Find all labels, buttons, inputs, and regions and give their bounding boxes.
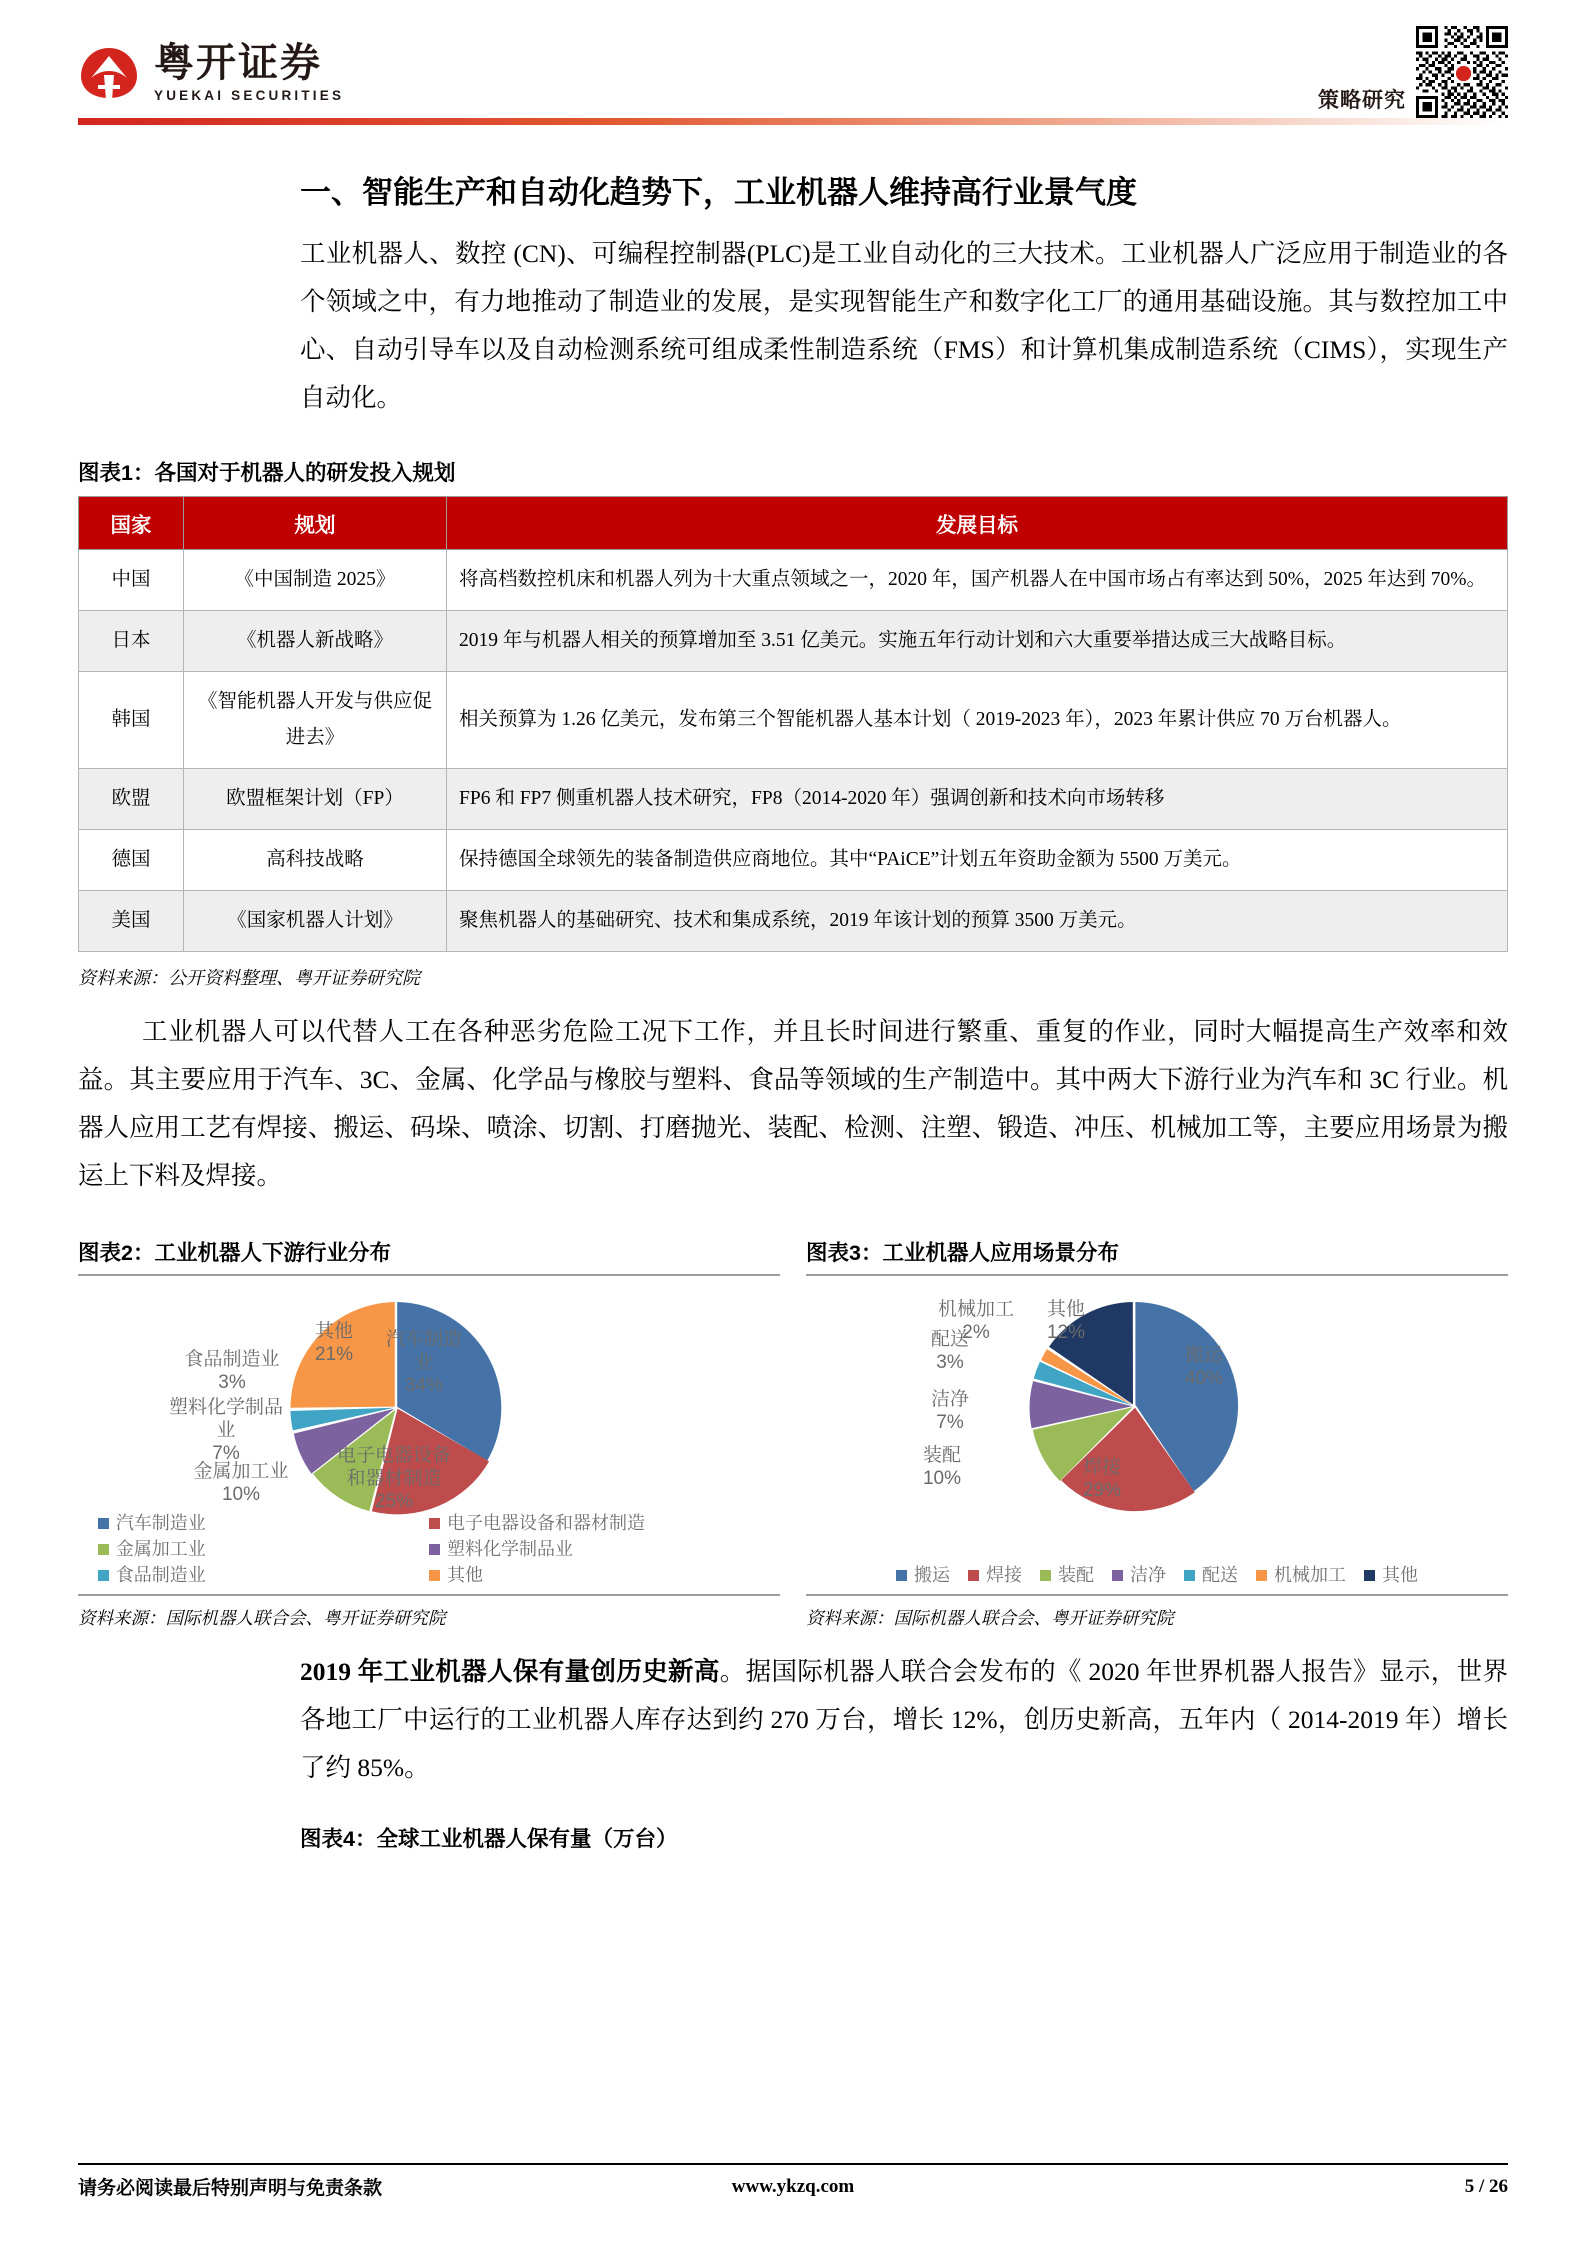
pie-label-other: 其他 21% xyxy=(314,1321,354,1365)
cell-plan: 欧盟框架计划（FP） xyxy=(184,769,447,830)
footer-divider xyxy=(78,2163,1508,2165)
legend-label: 金属加工业 xyxy=(115,1539,206,1559)
table-row xyxy=(79,830,1508,891)
table-row xyxy=(79,550,1508,611)
col-goal: 发展目标 xyxy=(447,497,1508,550)
legend-swatch-icon xyxy=(968,1570,979,1581)
exhibit3-source: 资料来源：国际机器人联合会、粤开证券研究院 xyxy=(806,1608,1174,1628)
legend-item[interactable] xyxy=(1256,1562,1346,1588)
exhibit2-frame xyxy=(78,1274,780,1596)
legend-scenarios xyxy=(806,1562,1508,1588)
cell-goal: 保持德国全球领先的装备制造供应商地位。其中“PAiCE”计划五年资助金额为 5500 万美元。 xyxy=(447,830,1508,891)
qr-code-icon xyxy=(1416,26,1508,118)
legend-label: 塑料化学制品业 xyxy=(447,1539,573,1559)
legend-swatch-icon xyxy=(98,1570,109,1581)
legend-item[interactable] xyxy=(98,1510,429,1536)
legend-swatch-icon xyxy=(1112,1570,1123,1581)
exhibit4-caption: 图表4：全球工业机器人保有量（万台） xyxy=(300,1827,678,1851)
legend-label: 配送 xyxy=(1202,1565,1238,1585)
pie-label-delivery: 配送 3% xyxy=(930,1329,969,1373)
legend-item[interactable] xyxy=(1364,1562,1418,1588)
company-logo xyxy=(78,42,344,104)
page-content xyxy=(0,167,1586,1853)
exhibit3 xyxy=(806,1236,1508,1630)
table-row xyxy=(79,611,1508,672)
table-header-row xyxy=(79,497,1508,550)
legend-label: 焊接 xyxy=(986,1565,1022,1585)
exhibit2-source: 资料来源：国际机器人联合会、粤开证券研究院 xyxy=(78,1608,446,1628)
legend-item[interactable] xyxy=(968,1562,1022,1588)
col-country: 国家 xyxy=(79,497,184,550)
cell-plan: 高科技战略 xyxy=(184,830,447,891)
legend-item[interactable] xyxy=(896,1562,950,1588)
col-plan: 规划 xyxy=(184,497,447,550)
pie-chart-downstream xyxy=(78,1276,780,1594)
table-row xyxy=(79,672,1508,769)
legend-swatch-icon xyxy=(429,1544,440,1555)
cell-goal: 相关预算为 1.26 亿美元，发布第三个智能机器人基本计划（ 2019-2023 年），2023 年累计供应 70 万台机器人。 xyxy=(447,672,1508,769)
cell-goal: 聚焦机器人的基础研究、技术和集成系统，2019 年该计划的预算 3500 万美元。 xyxy=(447,891,1508,952)
legend-swatch-icon xyxy=(429,1570,440,1581)
cell-country: 韩国 xyxy=(79,672,184,769)
cell-goal: 2019 年与机器人相关的预算增加至 3.51 亿美元。实施五年行动计划和六大重要举措达成三大战略目标。 xyxy=(447,611,1508,672)
header-divider xyxy=(78,118,1508,125)
intro-paragraph: 工业机器人、数控 (CN)、可编程控制器(PLC)是工业自动化的三大技术。工业机器人广泛应用于制造业的各个领域之中，有力地推动了制造业的发展，是实现智能生产和数字化工厂的通用基础设施。其与数控加工中心、自动引导车以及自动检测系统可组成柔性制造系统（FMS）和计算机集成制造系统（CIMS），实现生产自动化。 xyxy=(300,239,1508,412)
stock-paragraph-lead: 2019 年工业机器人保有量创历史新高 xyxy=(300,1657,720,1686)
legend-label: 其他 xyxy=(447,1565,483,1585)
pie-label-welding: 焊接 29% xyxy=(1082,1457,1122,1501)
legend-swatch-icon xyxy=(1256,1570,1267,1581)
cell-country: 中国 xyxy=(79,550,184,611)
legend-item[interactable] xyxy=(429,1510,760,1536)
pie-label-handling: 搬运 40% xyxy=(1184,1345,1224,1389)
logo-text-cn: 粤开证券 xyxy=(154,41,322,85)
stock-paragraph-rest: 。据国际机器人联合会发布的《 2020 年世界机器人报告》显示，世界各地工厂中运行的工业机器人库存达到约 270 万台，增长 12%，创历史新高，五年内（ 2014-2019 年）增长了约 85%。 xyxy=(300,1657,1508,1782)
exhibit3-caption: 图表3：工业机器人应用场景分布 xyxy=(806,1241,1119,1265)
table-row xyxy=(79,891,1508,952)
exhibit3-frame xyxy=(806,1274,1508,1596)
page-header xyxy=(0,0,1586,118)
pie-label-metal: 金属加工业 10% xyxy=(193,1461,289,1505)
cell-plan: 《国家机器人计划》 xyxy=(184,891,447,952)
legend-item[interactable] xyxy=(429,1536,760,1562)
cell-plan: 《智能机器人开发与供应促进去》 xyxy=(184,672,447,769)
research-tag: 策略研究 xyxy=(1318,89,1406,112)
pie-label-assembly: 装配 10% xyxy=(922,1445,962,1489)
legend-label: 搬运 xyxy=(914,1565,950,1585)
legend-swatch-icon xyxy=(429,1518,440,1529)
cell-goal: 将高档数控机床和机器人列为十大重点领域之一，2020 年，国产机器人在中国市场占有率达到 50%，2025 年达到 70%。 xyxy=(447,550,1508,611)
legend-item[interactable] xyxy=(1184,1562,1238,1588)
legend-swatch-icon xyxy=(896,1570,907,1581)
header-right xyxy=(1318,26,1508,118)
footer-page-number: 5 / 26 xyxy=(1464,2175,1509,2197)
legend-label: 食品制造业 xyxy=(115,1565,206,1585)
legend-item[interactable] xyxy=(1112,1562,1166,1588)
yuekai-logo-icon xyxy=(78,42,140,104)
exhibit1-caption: 图表1：各国对于机器人的研发投入规划 xyxy=(78,461,456,485)
cell-plan: 《机器人新战略》 xyxy=(184,611,447,672)
legend-swatch-icon xyxy=(1040,1570,1051,1581)
cell-country: 美国 xyxy=(79,891,184,952)
legend-label: 装配 xyxy=(1058,1565,1094,1585)
legend-label: 汽车制造业 xyxy=(115,1513,206,1533)
legend-label: 机械加工 xyxy=(1274,1565,1346,1585)
exhibit2 xyxy=(78,1236,780,1630)
page-footer xyxy=(78,2163,1508,2200)
application-paragraph: 工业机器人可以代替人工在各种恶劣危险工况下工作，并且长时间进行繁重、重复的作业，同时大幅提高生产效率和效益。其主要应用于汽车、3C、金属、化学品与橡胶与塑料、食品等领域的生产制造中。其中两大下游行业为汽车和 3C 行业。机器人应用工艺有焊接、搬运、码垛、喷涂、切割、打磨抛光、装配、检测、注塑、锻造、冲压、机械加工等，主要应用场景为搬运上下料及焊接。 xyxy=(78,1017,1508,1190)
pie-label-electronics: 电子电器设备和器材制造 25% xyxy=(336,1445,451,1512)
legend-label: 洁净 xyxy=(1130,1565,1166,1585)
legend-downstream xyxy=(78,1510,780,1588)
cell-goal: FP6 和 FP7 侧重机器人技术研究，FP8（2014-2020 年）强调创新和技术向市场转移 xyxy=(447,769,1508,830)
stock-paragraph xyxy=(78,1648,1508,1792)
page-title: 一、智能生产和自动化趋势下，工业机器人维持高行业景气度 xyxy=(300,175,1137,210)
footer-disclaimer: 请务必阅读最后特别声明与免责条款 xyxy=(78,2178,383,2199)
table-row xyxy=(79,769,1508,830)
legend-swatch-icon xyxy=(98,1518,109,1529)
country-plan-table xyxy=(78,496,1508,952)
pie-label-clean: 洁净 7% xyxy=(930,1389,969,1433)
cell-country: 日本 xyxy=(79,611,184,672)
legend-item[interactable] xyxy=(429,1562,760,1588)
pie-label-machining: 机械加工 2% xyxy=(937,1299,1014,1343)
cell-country: 欧盟 xyxy=(79,769,184,830)
pie-label-automotive: 汽车制造业 34% xyxy=(385,1329,462,1396)
logo-text-en: YUEKAI SECURITIES xyxy=(154,88,345,103)
legend-swatch-icon xyxy=(1184,1570,1195,1581)
legend-swatch-icon xyxy=(98,1544,109,1555)
footer-website[interactable]: www.ykzq.com xyxy=(731,2175,855,2197)
pie-chart-scenarios xyxy=(806,1276,1508,1594)
pie-label-food: 食品制造业 3% xyxy=(184,1349,280,1393)
legend-label: 其他 xyxy=(1382,1565,1418,1585)
charts-row xyxy=(78,1236,1508,1630)
legend-item[interactable] xyxy=(98,1562,429,1588)
legend-item[interactable] xyxy=(1040,1562,1094,1588)
legend-label: 电子电器设备和器材制造 xyxy=(447,1513,645,1533)
exhibit1-source: 资料来源：公开资料整理、粤开证券研究院 xyxy=(78,968,420,988)
pie-label-other: 其他 12% xyxy=(1046,1299,1086,1343)
cell-plan: 《中国制造 2025》 xyxy=(184,550,447,611)
pie-label-plastic-chem: 塑料化学制品业 7% xyxy=(168,1397,283,1464)
legend-swatch-icon xyxy=(1364,1570,1375,1581)
legend-item[interactable] xyxy=(98,1536,429,1562)
exhibit2-caption: 图表2：工业机器人下游行业分布 xyxy=(78,1241,391,1265)
cell-country: 德国 xyxy=(79,830,184,891)
